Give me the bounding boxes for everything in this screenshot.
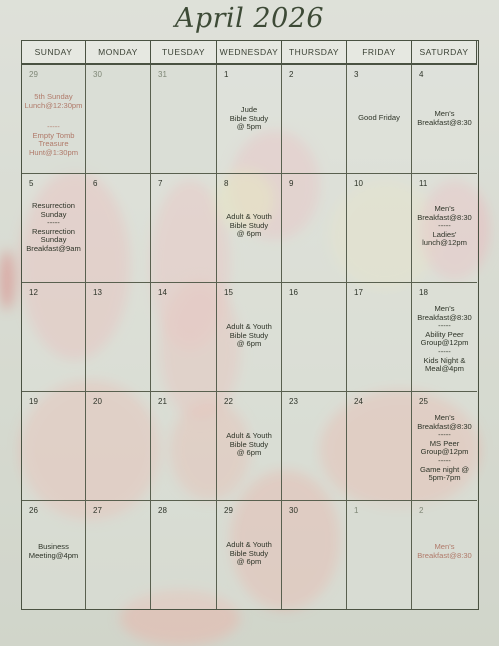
day-cell[interactable] — [86, 174, 151, 283]
day-number: 3 — [354, 70, 359, 79]
weekday-header-friday: FRIDAY — [347, 41, 412, 65]
day-number: 16 — [289, 288, 298, 297]
day-number: 30 — [289, 506, 298, 515]
day-number: 5 — [29, 179, 34, 188]
weekday-header-sunday: SUNDAY — [22, 41, 86, 65]
day-number: 24 — [354, 397, 363, 406]
day-number: 7 — [158, 179, 163, 188]
day-number: 31 — [158, 70, 167, 79]
day-number: 28 — [158, 506, 167, 515]
day-number: 30 — [93, 70, 102, 79]
day-number: 22 — [224, 397, 233, 406]
day-cell[interactable] — [217, 283, 282, 392]
day-cell[interactable] — [151, 65, 217, 174]
day-number: 4 — [419, 70, 424, 79]
day-cell[interactable] — [151, 283, 217, 392]
calendar-title: April 2026 — [174, 3, 325, 34]
day-number: 19 — [29, 397, 38, 406]
day-cell[interactable] — [282, 283, 347, 392]
weekday-header-wednesday: WEDNESDAY — [217, 41, 282, 65]
day-cell[interactable] — [86, 501, 151, 609]
day-cell[interactable] — [151, 501, 217, 609]
day-cell[interactable] — [22, 392, 86, 501]
event-text: Adult & Youth Bible Study @ 6pm — [226, 540, 272, 567]
day-cell[interactable] — [22, 174, 86, 283]
day-number: 15 — [224, 288, 233, 297]
day-cell[interactable] — [22, 501, 86, 609]
day-cell[interactable] — [412, 283, 477, 392]
day-number: 2 — [419, 506, 424, 515]
day-number: 12 — [29, 288, 38, 297]
day-number: 1 — [224, 70, 229, 79]
event-text: ----- Empty Tomb Treasure Hunt@1:30pm — [28, 122, 79, 157]
event-text: Good Friday — [358, 113, 400, 122]
calendar-grid — [21, 40, 479, 610]
event-text: Resurrection Sunday ----- Resurrection Sunday Breakfast@9am — [26, 201, 81, 253]
day-cell[interactable] — [86, 392, 151, 501]
day-cell[interactable] — [282, 65, 347, 174]
day-number: 23 — [289, 397, 298, 406]
day-number: 9 — [289, 179, 294, 188]
day-cell[interactable] — [412, 501, 477, 609]
day-cell[interactable] — [347, 283, 412, 392]
day-cell[interactable] — [347, 501, 412, 609]
day-number: 25 — [419, 397, 428, 406]
day-cell[interactable] — [217, 65, 282, 174]
day-number: 27 — [93, 506, 102, 515]
day-cell[interactable] — [217, 174, 282, 283]
event-text: Jude Bible Study @ 5pm — [229, 105, 269, 132]
event-text: Men's Breakfast@8:30 ----- Ability Peer Group@12pm ----- Kids Night & Meal@4pm — [417, 304, 472, 374]
event-text: Men's Breakfast@8:30 ----- Ladies' lunch@12pm — [417, 204, 472, 248]
event-text: Adult & Youth Bible Study @ 6pm — [226, 212, 272, 239]
day-number: 18 — [419, 288, 428, 297]
weekday-header-thursday: THURSDAY — [282, 41, 347, 65]
day-cell[interactable] — [412, 65, 477, 174]
day-cell[interactable] — [412, 392, 477, 501]
day-number: 13 — [93, 288, 102, 297]
day-cell[interactable] — [347, 65, 412, 174]
day-cell[interactable] — [22, 283, 86, 392]
day-number: 2 — [289, 70, 294, 79]
day-cell[interactable] — [217, 501, 282, 609]
event-text: Men's Breakfast@8:30 — [417, 109, 472, 127]
day-cell[interactable] — [86, 283, 151, 392]
day-cell[interactable] — [151, 392, 217, 501]
day-cell[interactable] — [347, 392, 412, 501]
event-text: Adult & Youth Bible Study @ 6pm — [226, 322, 272, 349]
day-cell[interactable] — [86, 65, 151, 174]
day-cell[interactable] — [282, 392, 347, 501]
day-cell[interactable] — [151, 174, 217, 283]
day-number: 1 — [354, 506, 359, 515]
day-cell[interactable] — [217, 392, 282, 501]
day-number: 17 — [354, 288, 363, 297]
day-number: 11 — [419, 179, 428, 188]
weekday-header-tuesday: TUESDAY — [151, 41, 217, 65]
day-cell[interactable] — [347, 174, 412, 283]
day-number: 29 — [29, 70, 38, 79]
event-text: Men's Breakfast@8:30 — [417, 542, 472, 560]
day-cell[interactable] — [282, 174, 347, 283]
day-number: 8 — [224, 179, 229, 188]
day-number: 10 — [354, 179, 363, 188]
event-text: Adult & Youth Bible Study @ 6pm — [226, 431, 272, 458]
day-number: 6 — [93, 179, 98, 188]
day-cell[interactable] — [282, 501, 347, 609]
event-text: Business Meeting@4pm — [28, 542, 79, 560]
event-text: 5th Sunday Lunch@12:30pm — [24, 92, 83, 110]
day-cell[interactable] — [22, 65, 86, 174]
day-number: 29 — [224, 506, 233, 515]
event-text: Men's Breakfast@8:30 ----- MS Peer Group@12pm ----- Game night @ 5pm-7pm — [417, 413, 472, 483]
day-cell[interactable] — [412, 174, 477, 283]
weekday-header-monday: MONDAY — [86, 41, 151, 65]
day-number: 14 — [158, 288, 167, 297]
day-number: 26 — [29, 506, 38, 515]
day-number: 21 — [158, 397, 167, 406]
day-number: 20 — [93, 397, 102, 406]
weekday-header-saturday: SATURDAY — [412, 41, 477, 65]
